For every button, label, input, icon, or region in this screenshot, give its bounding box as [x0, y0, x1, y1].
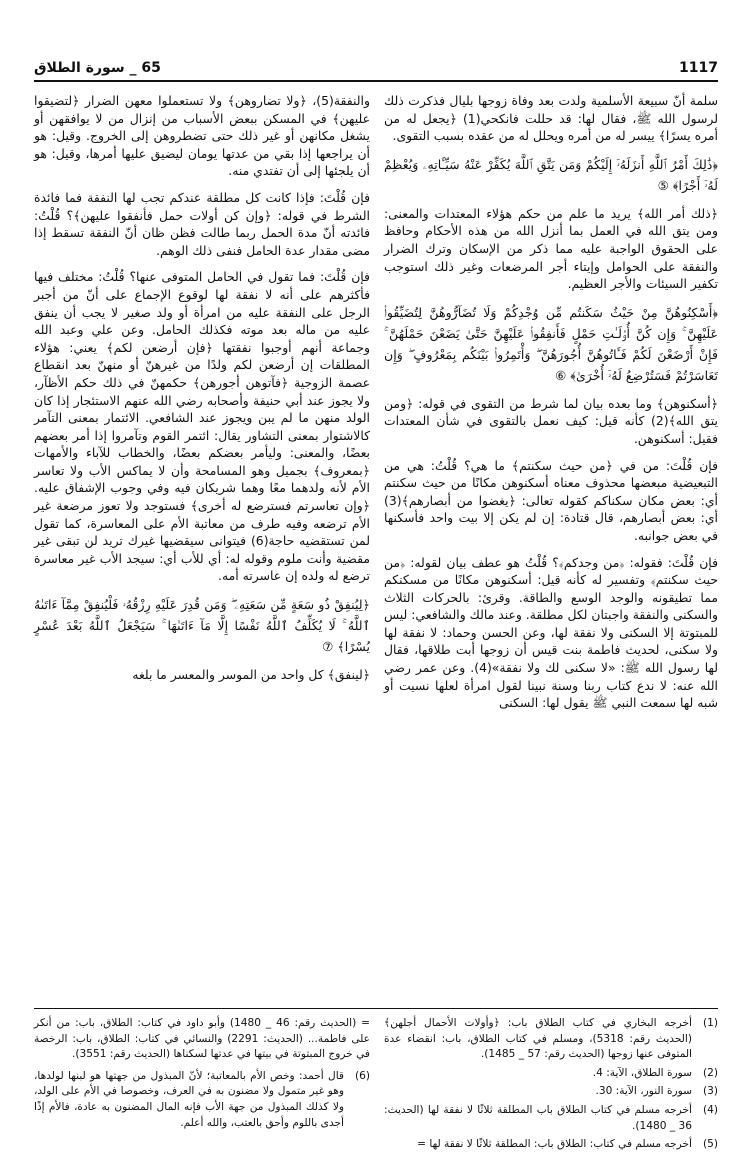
footnote: [384, 1016, 718, 1063]
paragraph: والنفقة(5)، ﴿ولا تضاروهن﴾ ولا تستعملوا معهن الضرار ﴿لتضيقوا عليهن﴾ في المسكن ببعض الأسباب من إنزال من لا يوافقهن أو يشغل مكانهن أو غير ذلك حتى تضطروهن إلى الخروج. وقيل: هو أن يراجعها إذا بقي من عدتها يومان ليضيق عليها أمرها، وقيل: هو أن يلجئها إلى أن تفتدي منه.: [34, 93, 370, 179]
footnote-text: سورة النور، الآية: 30.: [595, 1085, 692, 1098]
header-rule: [34, 80, 718, 82]
page-number: 1117: [679, 60, 718, 76]
quran-verse: ﴿لِيُنفِقْ ذُو سَعَةٍ مِّن سَعَتِهِۦ ۖ وَمَن قُدِرَ عَلَيْهِ رِزْقُهُۥ فَلْيُنفِقْ مِمَّآ ءَاتَىٰهُ ٱللَّهُ ۚ لَا يُكَلِّفُ ٱللَّهُ نَفْسًا إِلَّا مَآ ءَاتَىٰهَا ۚ سَيَجْعَلُ ٱللَّهُ بَعْدَ عُسْرٍ يُسْرًا﴾ ⑦: [34, 597, 370, 655]
paragraph: ﴿لينفق﴾ كل واحد من الموسر والمعسر ما بلغه: [132, 667, 370, 683]
footnote-number: (3): [702, 1085, 718, 1098]
paragraph: ﴿ذلك أمر الله﴾ يريد ما علم من حكم هؤلاء المعتدات والمعنى: ومن يتق الله في العمل بما أنزل الله من هذه الأحكام وحافظ على الحقوق الواجبة عليه مما ذكر من الإسكان وترك الضرار والنفقة على الحوامل وإيتاء أجر المرضعات وغير ذلك استوجب تكفير السيئات والأجر العظيم.: [384, 205, 718, 292]
footnotes-left: [34, 1016, 370, 1134]
quran-verse: ﴿ذَٰلِكَ أَمْرُ ٱللَّهِ أَنزَلَهُۥٓ إِلَيْكُمْ وَمَن يَتَّقِ ٱللَّهَ يُكَفِّرْ عَنْهُ سَيِّـَٔاتِهِۦ وَيُعْظِمْ لَهُۥٓ أَجْرًا﴾ ⑤: [384, 156, 718, 193]
paragraph: فإن قُلْتَ: فإذا كانت كل مطلقة عندكم تجب لها النفقة فما فائدة الشرط في قوله: ﴿وإن كن أولات حمل فأنفقوا عليهن﴾؟ قُلْتُ: فائدته أنّ مدة الحمل ربما طالت فظن ظان أنّ النفقة تسقط إذا مضى مقدار عدة الحامل فنفى ذلك الوهم.: [34, 189, 370, 258]
right-column: [384, 92, 718, 721]
footnote-number: (2): [702, 1066, 718, 1079]
paragraph: فإن قُلْتَ: فقوله: ﴿من وجدكم﴾؟ قُلْتُ هو عطف بيان لقوله: ﴿من حيث سكنتم﴾ وتفسير له كأنه قيل: أسكنوهن مكانًا من مسكنكم مما تطيقونه والوجد الوسع والطاقة. وقرئ: بالحركات الثلاث والسكنى والنفقة واجبتان لكل مطلقة. وعند مالك والشافعي: ليس للمبتوتة إلا السكنى ولا نفقة لها، وعن الحسن وحماد: لا نفقة لها ولا سكنى، لحديث فاطمة بنت قيس أن زوجها أبت طلاقها، فقال لها رسول الله ﷺ: «لا سكنى لك ولا نفقة»(4). وعن عمر رضي الله عنه: لا ندع كتاب ربنا وسنة نبينا لقول امرأة لعلها نسيت أو شبه لها سمعت النبي ﷺ يقول لها: السكنى: [384, 554, 718, 711]
page-header: [34, 56, 718, 82]
footnote-number: (5): [702, 1138, 718, 1151]
footnote: [384, 1066, 718, 1082]
footnote-text: أخرجه مسلم في كتاب الطلاق باب المطلقة ثلاثًا لا نفقة لها (الحديث: 36 _ 1480).: [384, 1103, 692, 1132]
footnote: [384, 1084, 718, 1100]
footnote-number: (4): [702, 1103, 718, 1116]
footnotes-right: [384, 1016, 718, 1156]
footnote-text: سورة الطلاق، الآية: 4.: [592, 1066, 692, 1079]
footnote-number: (6): [354, 1069, 370, 1082]
paragraph: سلمة أنّ سبيعة الأسلمية ولدت بعد وفاة زوجها بليال فذكرت ذلك لرسول الله ﷺ، فقال لها: قد حللت فانكحي(1) ﴿يجعل له من أمره يسرًا﴾ ييسر له من أمره ويحلل له من عقده بسبب التقوى.: [384, 93, 718, 144]
sura-title: 65 _ سورة الطلاق: [34, 60, 161, 76]
footnote-text: قال أحمد: وخص الأم بالمعاتبة؛ لأنّ المبذول من جهتها هو لبنها لولدها، وهو غير متمول ولا مضنون به في العرف، وخصوصا في الأم على الولد، ولا كذلك المبذول من جهة الأب فإنه المال المضنون به عادة، فالأم إذًا أجدى باللوم وأحق بالعتب، والله أعلم.: [34, 1069, 344, 1129]
paragraph: فإن قُلْتَ: من في ﴿من حيث سكنتم﴾ ما هي؟ قُلْتُ: هي من التبعيضية مبعضها محذوف معناه أسكنوهن مكانًا من حيث سكنتم أي: بعض مكان سكناكم كقوله تعالى: ﴿يغضوا من أبصارهم﴾(3) أي: بعض أبصارهم، قال قتادة: إن لم يكن إلا بيت واحد فأسكنها في بعض جوانبه.: [384, 457, 718, 543]
footnote-continuation: = (الحديث رقم: 46 _ 1480) وأبو داود في كتاب: الطلاق، باب: من أنكر على فاطمة... (الحديث: 2291) والنسائي في كتاب: الطلاق، باب: الرخصة في خروج المبتوتة في بيتها في عدتها لسكناها (الحديث رقم: 3551).: [34, 1017, 371, 1061]
paragraph: ﴿أسكنوهن﴾ وما بعده بيان لما شرط من التقوى في قوله: ﴿ومن يتق الله﴾(2) كأنه قيل: كيف نعمل بالتقوى في شأن المعتدات فقيل: أسكنوهن.: [384, 395, 718, 446]
footnote-separator: [34, 1008, 718, 1009]
footnote-text: أخرجه البخاري في كتاب الطلاق باب: ﴿وأولات الأحمال أجلهن﴾ (الحديث رقم: 5318)، ومسلم في كتاب الطلاق، باب: انقضاء عدة المتوفى عنها زوجها (الحديث رقم: 57 _ 1485).: [384, 1017, 692, 1061]
footnote-text: أخرجه مسلم في كتاب: الطلاق باب: المطلقة ثلاثًا لا نفقة لها =: [417, 1138, 692, 1151]
footnote: [384, 1103, 718, 1134]
left-column: [34, 92, 370, 693]
quran-verse: ﴿أَسْكِنُوهُنَّ مِنْ حَيْثُ سَكَنتُم مِّن وُجْدِكُمْ وَلَا تُضَآرُّوهُنَّ لِتُضَيِّقُوا۟ عَلَيْهِنَّ ۚ وَإِن كُنَّ أُو۟لَـٰتِ حَمْلٍ فَأَنفِقُوا۟ عَلَيْهِنَّ حَتَّىٰ يَضَعْنَ حَمْلَهُنَّ ۚ فَإِنْ أَرْضَعْنَ لَكُمْ فَـَٔاتُوهُنَّ أُجُورَهُنَّ ۖ وَأْتَمِرُوا۟ بَيْنَكُم بِمَعْرُوفٍ ۖ وَإِن تَعَاسَرْتُمْ فَسَتُرْضِعُ لَهُۥٓ أُخْرَىٰ﴾ ⑥: [384, 304, 718, 383]
footnote: [34, 1069, 370, 1131]
footnote-number: (1): [702, 1017, 718, 1029]
paragraph: فإن قُلْتَ: فما تقول في الحامل المتوفى عنها؟ قُلْتُ: مختلف فيها فأكثرهم على أنه لا نفقة لها لوقوع الإجماع على أنّ من أجبر الرجل على النفقة عليه من امرأة أو ولد صغير لا يجب أن ينفق عليه من ماله بعد موته فكذلك الحامل. وعن علي وعبد الله وجماعة أنهم أوجبوا نفقتها ﴿فإن أرضعن لكم﴾ يعني: هؤلاء المطلقات إن أرضعن لكم ولدًا من غيرهنّ أو منهنّ بعد انقطاع عصمة الزوجية ﴿فآتوهن أجورهن﴾ حكمهنّ في ذلك حكم الأظآر، ولا يجوز عند أبي حنيفة وأصحابه رضي الله عنهم الاستئجار إذا كان الولد منهن ما لم يبن ويجوز عند الشافعي. الائتمار بمعنى التآمر كالاشتوار بمعنى التشاور يقال: ائتمر القوم وتآمروا إذا أمر بعضهم بعضًا، والمعنى: وليأمر بعضكم بعضًا، والخطاب للآباء والأمهات ﴿بمعروف﴾ بجميل وهو المسامحة وأن لا يماكس الأب ولا تعاسر الأم لأنه ولدهما معًا وهما شريكان فيه وفي وجوب الإشفاق عليه. ﴿وإن تعاسرتم فسترضع له أخرى﴾ فستوجد ولا تعوز مرضعة غير الأم ترضعه وفيه طرف من معاتبة الأم على المعاسرة، كما تقول لمن تستقضيه حاجة(6) فيتوانى سيقضيها غيرك تريد لن تبقى غير مقضية وأنت ملوم وقوله له: أي للأب أي: سيجد الأب غير معاسرة ترضع له ولده إن عاسرته أمه.: [34, 269, 370, 584]
footnote: [384, 1137, 718, 1153]
